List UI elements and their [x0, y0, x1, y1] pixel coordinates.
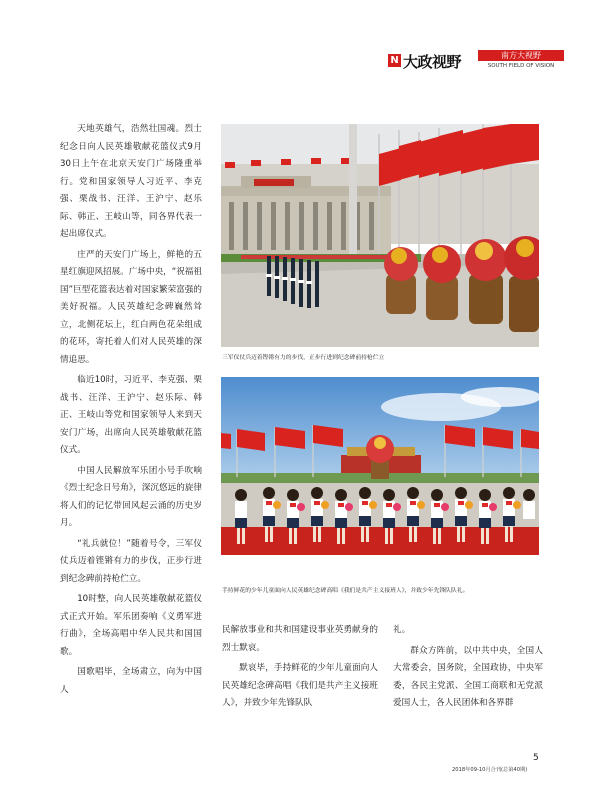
paragraph: “礼兵就位！”随着号令，三军仪仗兵迈着铿锵有力的步伐，正步行进到纪念碑前持枪伫立。	[60, 538, 202, 584]
paragraph: 临近10时，习近平、李克强、栗战书、汪洋、王沪宁、赵乐际、韩正、王岐山等党和国家领导人来到天安门广场，出席向人民英雄敬献花篮仪式。	[60, 375, 202, 455]
section-title: 大政视野	[403, 53, 462, 71]
paragraph: 默哀毕，手持鲜花的少年儿童面向人民英雄纪念碑高唱《我们是共产主义接班人》，并致少年先锋队队	[222, 663, 378, 708]
masthead	[388, 50, 564, 72]
article-column-1	[60, 121, 202, 702]
page-number: 5	[533, 753, 539, 763]
magazine-subtitle-en: SOUTH FIELD OF VISION	[487, 63, 555, 69]
photo-children-flowers	[221, 377, 539, 555]
issue-label: 2018年09-10月合刊(总第40期)	[452, 767, 528, 773]
paragraph: 礼。	[393, 625, 411, 635]
photo-caption: 手持鲜花的少年儿童面向人民英雄纪念碑高唱《我们是共产主义接班人》，并致少年先锋队队礼。	[222, 588, 469, 594]
paragraph: 10时整，向人民英雄敬献花篮仪式正式开始。军乐团奏响《义勇军进行曲》，全场高唱中华人民共和国国歌。	[60, 594, 202, 657]
paragraph: 天地英雄气，浩然壮国魂。烈士纪念日向人民英雄敬献花篮仪式9月30日上午在北京天安门广场隆重举行。党和国家领导人习近平、李克强、栗战书、汪洋、王沪宁、赵乐际、韩正、王岐山等，同各界代表一起出席仪式。	[60, 124, 202, 239]
paragraph: 中国人民解放军乐团小号手吹响《烈士纪念日号角》，深沉悠远的旋律将人们的记忆带回风起云涌的历史岁月。	[60, 465, 202, 528]
photo-honor-guard	[221, 124, 539, 347]
paragraph: 民解放事业和共和国建设事业英勇献身的烈士默哀。	[222, 625, 378, 653]
magazine-tag: 南方大视野	[478, 50, 564, 61]
paragraph: 群众方阵前，以中共中央，全国人大常委会，国务院，全国政协，中央军委，各民主党派、全国工商联和无党派爱国人士，各人民团体和各界群	[393, 645, 543, 708]
paragraph: 庄严的天安门广场上，鲜艳的五星红旗迎风招展。广场中央，“祝福祖国”巨型花篮表达着对国家繁荣富强的美好祝福。人民英雄纪念碑巍然耸立，北侧花坛上，红白两色花朵组成的花环，寄托着人们对人民英雄的深情追思。	[60, 249, 202, 365]
article-column-2	[222, 622, 378, 716]
paragraph: 国歌唱毕，全场肃立，向为中国人	[60, 667, 202, 695]
brand-logo: N	[388, 54, 401, 67]
article-column-3	[393, 622, 543, 716]
photo-caption: 三军仪仗兵迈着铿锵有力的步伐，正步行进到纪念碑前持枪伫立	[222, 355, 385, 361]
